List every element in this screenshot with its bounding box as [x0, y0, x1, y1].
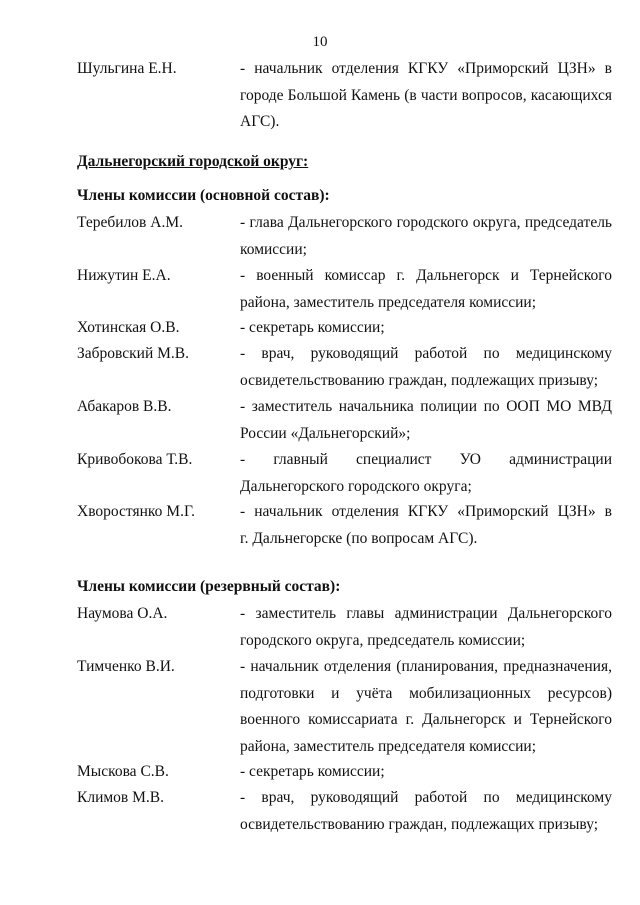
member-name: Климов М.В. [77, 789, 164, 806]
member-name: Мыскова С.В. [77, 763, 169, 780]
role-line: - начальник отделения КГКУ «Приморский ЦЗН» в [240, 60, 612, 77]
role-line: района, заместитель председателя комиссии; [240, 293, 537, 311]
member-name: Теребилов А.М. [77, 214, 183, 231]
member-role [240, 315, 612, 342]
role-line: освидетельствованию граждан, подлежащих призыву; [240, 371, 599, 389]
role-line: городского округа, председатель комиссии; [240, 631, 526, 649]
role-line: АГС). [240, 113, 280, 130]
member-role [240, 210, 612, 263]
member-name: Шульгина Е.Н. [77, 60, 177, 77]
member-role [240, 654, 612, 760]
role-line: - заместитель начальника полиции по ООП МО МВД [240, 398, 612, 415]
role-line: городе Большой Камень (в части вопросов, касающихся [240, 86, 612, 104]
role-line: военного комиссариата г. Дальнегорск и Тернейского [240, 711, 612, 728]
member-name: Хворостянко М.Г. [77, 503, 196, 520]
member-role [240, 601, 612, 654]
role-line: - врач, руководящий работой по медицинскому [240, 789, 612, 806]
member-role [240, 56, 612, 136]
member-name: Наумова О.А. [77, 605, 168, 622]
role-line: - заместитель главы администрации Дальнегорского [240, 605, 612, 622]
role-line: освидетельствованию граждан, подлежащих призыву; [240, 815, 599, 833]
member-name: Забровский М.В. [77, 345, 190, 362]
member-name: Нижутин Е.А. [77, 267, 171, 284]
member-role [240, 341, 612, 394]
member-role [240, 263, 612, 316]
role-line: - военный комиссар г. Дальнегорск и Тернейского [240, 267, 612, 284]
member-role [240, 499, 612, 552]
member-role [240, 759, 612, 786]
role-line: - начальник отделения (планирования, предназначения, [240, 658, 612, 675]
role-line: района, заместитель председателя комиссии; [240, 737, 537, 755]
role-line: комиссии; [240, 240, 307, 258]
member-role [240, 785, 612, 838]
district-title: Дальнегорский городской округ: [77, 153, 309, 170]
main-composition-heading: Члены комиссии (основной состав): [77, 187, 330, 204]
member-name: Тимченко В.И. [77, 658, 175, 675]
role-line: подготовки и учёта мобилизационных ресурсов) [240, 684, 612, 702]
reserve-composition-heading: Члены комиссии (резервный состав): [77, 578, 341, 595]
role-line: - секретарь комиссии; [240, 319, 385, 336]
member-name: Абакаров В.В. [77, 398, 172, 415]
page-number: 10 [312, 34, 328, 50]
role-line: г. Дальнегорске (по вопросам АГС). [240, 529, 478, 547]
member-role [240, 394, 612, 447]
member-name: Хотинская О.В. [77, 319, 180, 336]
role-line: России «Дальнегорский»; [240, 424, 411, 442]
role-line: - начальник отделения КГКУ «Приморский ЦЗН» в [240, 503, 612, 520]
member-name: Кривобокова Т.В. [77, 451, 193, 468]
role-line: Дальнегорского городского округа; [240, 477, 472, 495]
role-line: - главный специалист УО администрации [240, 451, 612, 468]
role-line: - глава Дальнегорского городского округа, председатель [240, 214, 612, 231]
role-line: - секретарь комиссии; [240, 763, 385, 780]
member-role [240, 447, 612, 500]
role-line: - врач, руководящий работой по медицинскому [240, 345, 612, 362]
